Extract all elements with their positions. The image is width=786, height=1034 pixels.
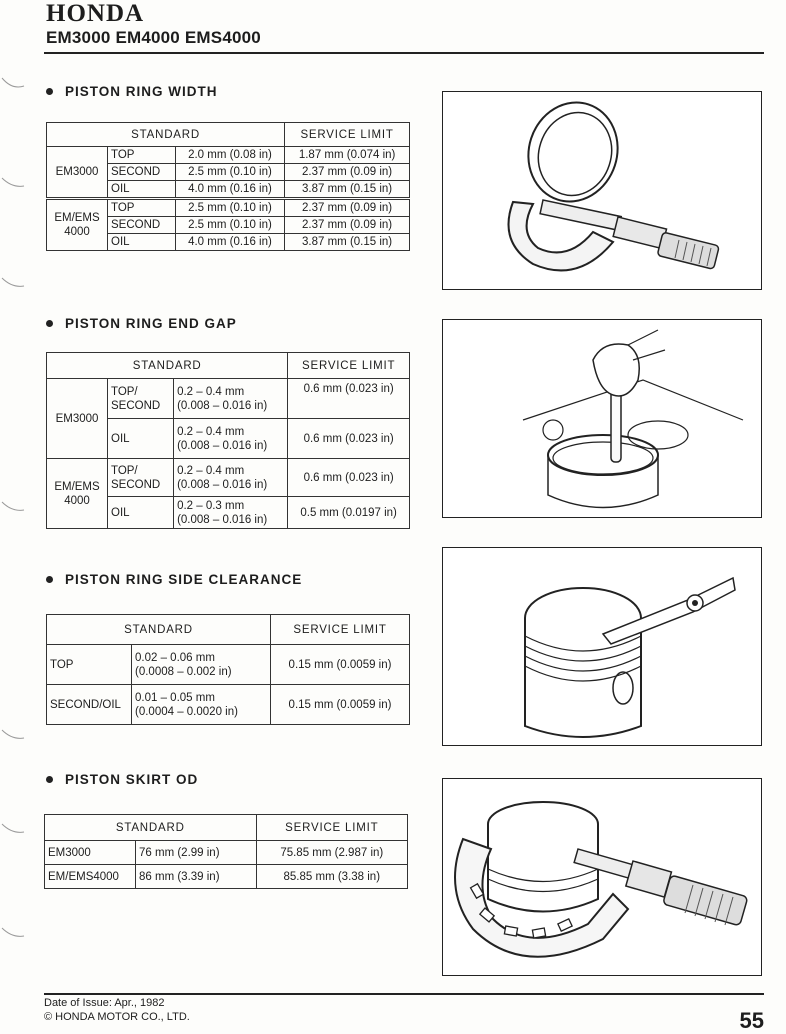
ring-cell: SECOND (108, 217, 176, 234)
end-gap-illustration (442, 319, 762, 518)
margin-mark (0, 76, 26, 90)
piston-feeler-gauge-icon (443, 548, 761, 745)
section-heading-side-clearance: PISTON RING SIDE CLEARANCE (46, 572, 302, 587)
standard-cell (132, 685, 271, 725)
limit-cell: 0.5 mm (0.0197 in) (288, 497, 410, 529)
limit-cell: 0.6 mm (0.023 in) (288, 419, 410, 459)
cell-line: 4000 (64, 494, 90, 507)
section-heading-skirt-od: PISTON SKIRT OD (46, 772, 198, 787)
margin-mark (0, 500, 26, 514)
margin-mark (0, 176, 26, 190)
standard-cell (174, 379, 288, 419)
standard-cell: 2.0 mm (0.08 in) (175, 147, 284, 164)
page-number: 55 (739, 1008, 764, 1033)
ring-cell: TOP (108, 199, 176, 217)
footer-rule (44, 993, 764, 995)
ring-width-illustration (442, 91, 762, 290)
column-header: SERVICE LIMIT (285, 123, 410, 147)
margin-mark (0, 822, 26, 836)
limit-cell: 2.37 mm (0.09 in) (285, 217, 410, 234)
cell-line: (0.008 – 0.016 in) (177, 439, 268, 452)
end-gap-table (46, 352, 410, 529)
model-cell: EM3000 (45, 841, 136, 865)
micrometer-ring-icon (443, 92, 761, 289)
section-heading-end-gap: PISTON RING END GAP (46, 316, 237, 331)
model-cell: EM/EMS4000 (45, 865, 136, 889)
cell-line: (0.0004 – 0.0020 in) (135, 705, 238, 718)
header-rule (44, 52, 764, 54)
ring-width-table (46, 122, 410, 251)
ring-cell (108, 459, 174, 497)
standard-cell: 76 mm (2.99 in) (136, 841, 257, 865)
ring-cell: SECOND/OIL (47, 685, 132, 725)
model-cell: EM3000 (47, 379, 108, 459)
limit-cell: 0.15 mm (0.0059 in) (271, 645, 410, 685)
cell-line: (0.008 – 0.016 in) (177, 513, 268, 526)
cell-line: 0.2 – 0.4 mm (177, 464, 245, 477)
margin-mark (0, 926, 26, 940)
ring-cell: SECOND (108, 164, 176, 181)
feeler-gauge-cylinder-icon (443, 320, 761, 517)
brand-logo: HONDA (46, 0, 145, 27)
cell-line: 0.2 – 0.4 mm (177, 425, 245, 438)
issue-date: Date of Issue: Apr., 1982 (44, 997, 165, 1009)
cell-line: 0.2 – 0.3 mm (177, 499, 245, 512)
table-row (45, 841, 408, 865)
limit-cell: 2.37 mm (0.09 in) (285, 164, 410, 181)
standard-cell (174, 459, 288, 497)
standard-cell: 2.5 mm (0.10 in) (175, 199, 284, 217)
standard-cell (174, 419, 288, 459)
table-row (47, 379, 410, 419)
bullet-icon (46, 88, 53, 95)
model-cell (47, 199, 108, 251)
table-row (47, 199, 410, 217)
bullet-icon (46, 776, 53, 783)
standard-cell (174, 497, 288, 529)
piston-micrometer-icon (443, 779, 761, 975)
column-header: SERVICE LIMIT (256, 815, 407, 841)
cell-line: (0.008 – 0.016 in) (177, 478, 268, 491)
margin-mark (0, 276, 26, 290)
limit-cell: 75.85 mm (2.987 in) (256, 841, 407, 865)
limit-cell: 3.87 mm (0.15 in) (285, 234, 410, 251)
standard-cell: 2.5 mm (0.10 in) (175, 164, 284, 181)
standard-cell: 2.5 mm (0.10 in) (175, 217, 284, 234)
bullet-icon (46, 320, 53, 327)
column-header: SERVICE LIMIT (288, 353, 410, 379)
table-row (47, 645, 410, 685)
cell-line: SECOND (111, 478, 161, 491)
standard-cell (132, 645, 271, 685)
cell-line: 0.01 – 0.05 mm (135, 691, 215, 704)
model-cell (47, 459, 108, 529)
column-header: STANDARD (47, 353, 288, 379)
column-header: STANDARD (47, 123, 285, 147)
model-title: EM3000 EM4000 EMS4000 (46, 28, 261, 47)
cell-line: TOP/ (111, 464, 138, 477)
standard-cell: 86 mm (3.39 in) (136, 865, 257, 889)
cell-line: EM/EMS (54, 212, 100, 224)
standard-cell: 4.0 mm (0.16 in) (175, 234, 284, 251)
table-row (47, 685, 410, 725)
ring-cell: OIL (108, 234, 176, 251)
bullet-icon (46, 576, 53, 583)
skirt-od-table (44, 814, 408, 889)
column-header: STANDARD (45, 815, 257, 841)
table-row (47, 459, 410, 497)
cell-line: 4000 (64, 226, 90, 238)
limit-cell: 0.6 mm (0.023 in) (288, 379, 410, 419)
ring-cell: TOP (108, 147, 176, 164)
ring-cell: OIL (108, 181, 176, 199)
ring-cell: TOP (47, 645, 132, 685)
margin-mark (0, 728, 26, 742)
limit-cell: 0.6 mm (0.023 in) (288, 459, 410, 497)
cell-line: 0.2 – 0.4 mm (177, 385, 245, 398)
standard-cell: 4.0 mm (0.16 in) (175, 181, 284, 199)
ring-cell (108, 379, 174, 419)
cell-line: (0.0008 – 0.002 in) (135, 665, 232, 678)
limit-cell: 1.87 mm (0.074 in) (285, 147, 410, 164)
model-cell: EM3000 (47, 147, 108, 199)
section-heading-ring-width: PISTON RING WIDTH (46, 84, 218, 99)
cell-line: TOP/ (111, 385, 138, 398)
side-clearance-table (46, 614, 410, 725)
cell-line: SECOND (111, 399, 161, 412)
limit-cell: 2.37 mm (0.09 in) (285, 199, 410, 217)
limit-cell: 85.85 mm (3.38 in) (256, 865, 407, 889)
limit-cell: 0.15 mm (0.0059 in) (271, 685, 410, 725)
cell-line: (0.008 – 0.016 in) (177, 399, 268, 412)
column-header: STANDARD (47, 615, 271, 645)
side-clearance-illustration (442, 547, 762, 746)
column-header: SERVICE LIMIT (271, 615, 410, 645)
table-row (45, 865, 408, 889)
ring-cell: OIL (108, 497, 174, 529)
limit-cell: 3.87 mm (0.15 in) (285, 181, 410, 199)
table-row (47, 147, 410, 164)
cell-line: 0.02 – 0.06 mm (135, 651, 215, 664)
cell-line: EM/EMS (54, 480, 100, 493)
ring-cell: OIL (108, 419, 174, 459)
skirt-od-illustration (442, 778, 762, 976)
copyright: © HONDA MOTOR CO., LTD. (44, 1011, 190, 1023)
